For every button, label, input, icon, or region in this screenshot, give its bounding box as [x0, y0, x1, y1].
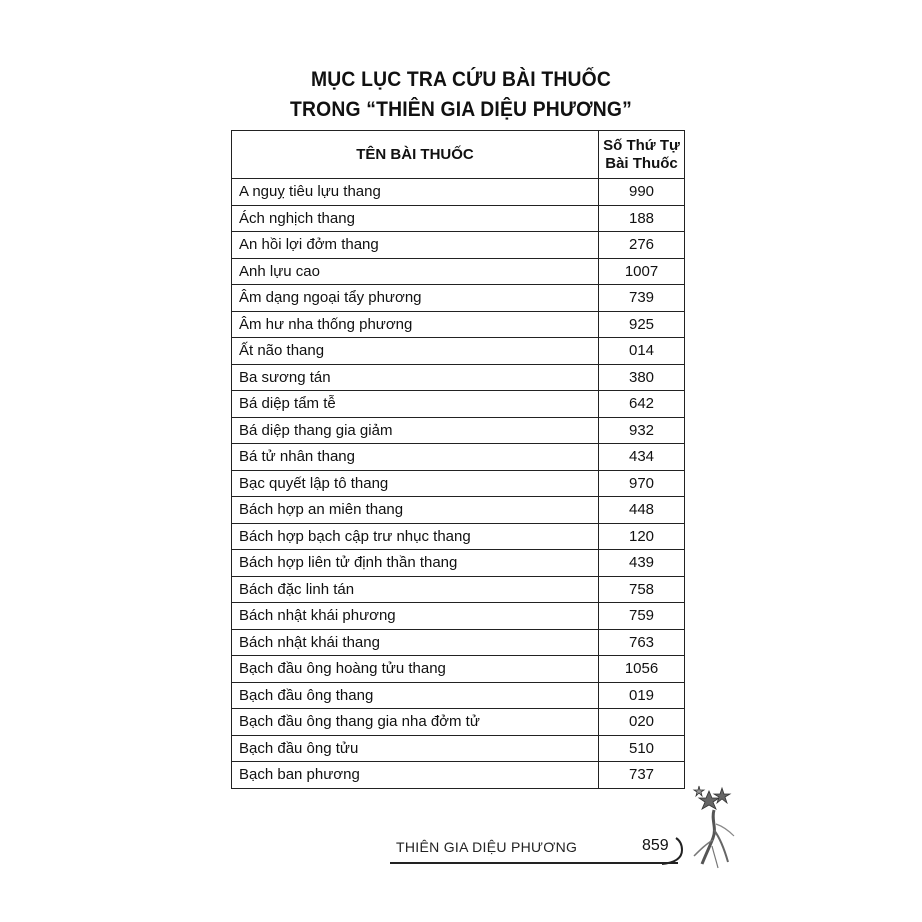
footer-book-title: THIÊN GIA DIỆU PHƯƠNG — [396, 839, 578, 855]
remedy-number: 970 — [599, 470, 685, 497]
remedy-name: Bách nhật khái phương — [232, 603, 599, 630]
remedy-name: Bá diệp tẩm tễ — [232, 391, 599, 418]
remedy-name: Bạch đầu ông hoàng tửu thang — [232, 656, 599, 683]
remedy-name: Ách nghịch thang — [232, 205, 599, 232]
remedy-number: 380 — [599, 364, 685, 391]
remedy-name: Ba sương tán — [232, 364, 599, 391]
table-row — [232, 656, 685, 683]
table-row — [232, 232, 685, 259]
remedy-name: Bạch đầu ông tửu — [232, 735, 599, 762]
table-row — [232, 603, 685, 630]
remedy-number: 448 — [599, 497, 685, 524]
remedy-name: Bá diệp thang gia giảm — [232, 417, 599, 444]
table-row — [232, 364, 685, 391]
remedy-name: Bách nhật khái thang — [232, 629, 599, 656]
remedy-name: A nguỵ tiêu lựu thang — [232, 179, 599, 206]
table-row — [232, 444, 685, 471]
table-row — [232, 762, 685, 789]
table-row — [232, 735, 685, 762]
table-row — [232, 417, 685, 444]
remedy-number: 188 — [599, 205, 685, 232]
table-row — [232, 550, 685, 577]
remedy-number: 1056 — [599, 656, 685, 683]
page-title-line2: TRONG “THIÊN GIA DIỆU PHƯƠNG” — [290, 98, 632, 121]
remedy-name: Bạc quyết lập tô thang — [232, 470, 599, 497]
remedy-number: 758 — [599, 576, 685, 603]
remedy-name: Âm hư nha thống phương — [232, 311, 599, 338]
remedy-name: Anh lựu cao — [232, 258, 599, 285]
table-row — [232, 205, 685, 232]
remedy-name: Bách hợp an miên thang — [232, 497, 599, 524]
table-row — [232, 391, 685, 418]
table-row — [232, 258, 685, 285]
table-row — [232, 338, 685, 365]
remedy-name: Bạch đầu ông thang gia nha đởm tử — [232, 709, 599, 736]
remedy-name: Âm dạng ngoại tẩy phương — [232, 285, 599, 312]
table-row — [232, 523, 685, 550]
remedy-number: 014 — [599, 338, 685, 365]
remedy-number: 759 — [599, 603, 685, 630]
remedy-number: 020 — [599, 709, 685, 736]
remedy-number: 925 — [599, 311, 685, 338]
remedy-number: 019 — [599, 682, 685, 709]
header-name: TÊN BÀI THUỐC — [232, 131, 599, 179]
footer-rule — [390, 862, 678, 864]
table-row — [232, 682, 685, 709]
remedy-name: An hồi lợi đởm thang — [232, 232, 599, 259]
table-row — [232, 709, 685, 736]
remedy-name: Ất não thang — [232, 338, 599, 365]
table-row — [232, 179, 685, 206]
remedy-name: Bạch đầu ông thang — [232, 682, 599, 709]
remedy-number: 932 — [599, 417, 685, 444]
table-row — [232, 285, 685, 312]
remedy-number: 763 — [599, 629, 685, 656]
table-row — [232, 470, 685, 497]
remedy-name: Bá tử nhân thang — [232, 444, 599, 471]
table-row — [232, 576, 685, 603]
remedy-number: 510 — [599, 735, 685, 762]
remedy-number: 434 — [599, 444, 685, 471]
header-number-line2: Bài Thuốc — [605, 154, 678, 172]
remedy-number: 439 — [599, 550, 685, 577]
remedy-name: Bách đặc linh tán — [232, 576, 599, 603]
header-number-line1: Số Thứ Tự — [603, 136, 680, 154]
page-number: 859 — [642, 837, 669, 854]
table-row — [232, 311, 685, 338]
table-header-row — [232, 131, 685, 179]
remedy-number: 1007 — [599, 258, 685, 285]
remedy-name: Bách hợp liên tử định thần thang — [232, 550, 599, 577]
remedy-number: 120 — [599, 523, 685, 550]
remedy-number: 642 — [599, 391, 685, 418]
header-number — [599, 131, 685, 179]
remedy-number: 276 — [599, 232, 685, 259]
ginseng-root-icon — [684, 784, 744, 869]
index-table — [231, 130, 685, 789]
remedy-number: 739 — [599, 285, 685, 312]
page-title-line1: MỤC LỤC TRA CỨU BÀI THUỐC — [310, 68, 612, 91]
table-row — [232, 497, 685, 524]
remedy-number: 737 — [599, 762, 685, 789]
table-row — [232, 629, 685, 656]
table-body — [232, 179, 685, 789]
remedy-name: Bạch ban phương — [232, 762, 599, 789]
remedy-number: 990 — [599, 179, 685, 206]
remedy-name: Bách hợp bạch cập trư nhục thang — [232, 523, 599, 550]
